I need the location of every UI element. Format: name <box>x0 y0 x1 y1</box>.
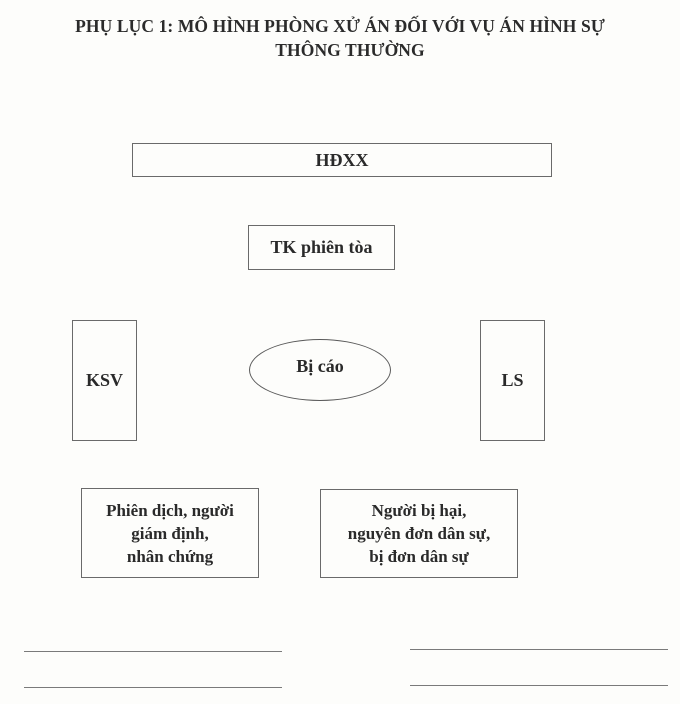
prosecutor-box-ksv <box>72 320 137 441</box>
footer-rule-right-2 <box>410 685 668 686</box>
witnesses-line-1: Phiên dịch, người <box>106 500 234 520</box>
prosecutor-label: KSV <box>85 370 123 390</box>
title-line-2: THÔNG THƯỜNG <box>275 40 425 60</box>
witnesses-line-2: giám định, <box>131 523 209 543</box>
lawyer-label: LS <box>501 370 524 390</box>
defendant-ellipse <box>249 339 391 401</box>
lawyer-box-ls <box>480 320 545 441</box>
witnesses-box <box>81 488 259 578</box>
clerk-label: TK phiên tòa <box>270 237 373 257</box>
footer-rule-left-2 <box>24 687 282 688</box>
clerk-box <box>248 225 395 270</box>
victims-line-3: bị đơn dân sự <box>369 547 469 566</box>
bench-box-hdxx <box>132 143 552 177</box>
victims-line-1: Người bị hại, <box>371 501 467 520</box>
bench-label: HĐXX <box>315 149 369 170</box>
witnesses-line-3: nhân chứng <box>126 546 214 566</box>
footer-rule-left-1 <box>24 651 282 652</box>
title-line-1: PHỤ LỤC 1: MÔ HÌNH PHÒNG XỬ ÁN ĐỐI VỚI VỤ ÁN HÌNH SỰ <box>75 16 605 36</box>
defendant-label: Bị cáo <box>296 355 344 376</box>
victims-box <box>320 489 518 578</box>
document-title <box>0 14 680 62</box>
victims-line-2: nguyên đơn dân sự, <box>347 524 491 543</box>
footer-rule-right-1 <box>410 649 668 650</box>
